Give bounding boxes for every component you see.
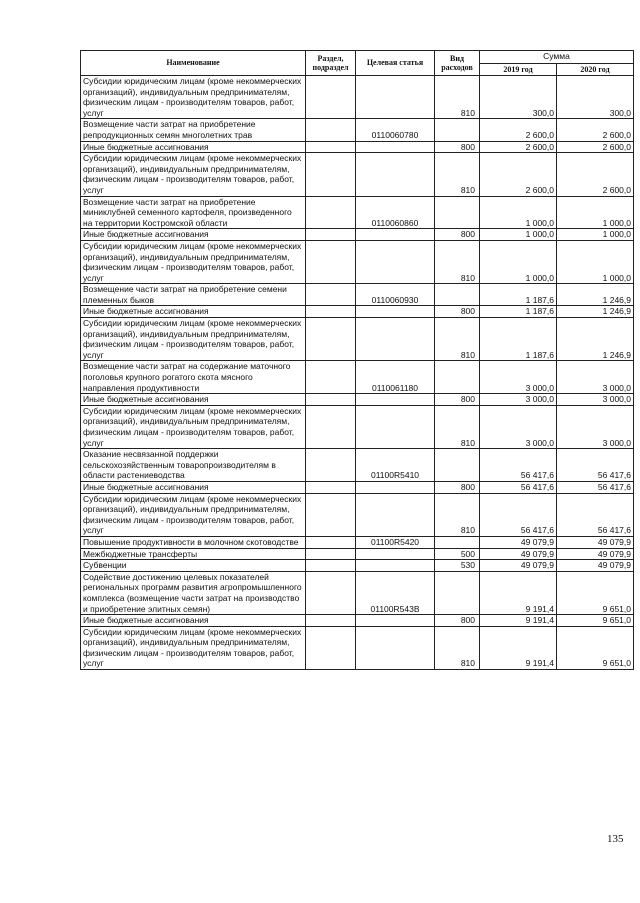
table-row bbox=[81, 196, 634, 229]
budget-table-container bbox=[80, 50, 633, 670]
row-sum-2020-cell: 1 000,0 bbox=[557, 229, 634, 241]
row-sum-2020-cell: 1 000,0 bbox=[557, 196, 634, 229]
row-section-cell bbox=[306, 626, 356, 669]
table-row bbox=[81, 306, 634, 318]
row-name-cell: Возмещение части затрат на приобретение миниклубней семенного картофеля, произведенного на территории Костромской области bbox=[81, 196, 306, 229]
row-type-cell: 810 bbox=[435, 153, 480, 196]
row-type-cell bbox=[435, 284, 480, 306]
row-name-cell: Субсидии юридическим лицам (кроме некоммерческих организаций), индивидуальным предпринимателям, физическим лицам - производителям товаров, работ, услуг bbox=[81, 153, 306, 196]
table-row bbox=[81, 153, 634, 196]
row-sum-2020-cell: 1 246,9 bbox=[557, 318, 634, 361]
row-name-cell: Субсидии юридическим лицам (кроме некоммерческих организаций), индивидуальным предпринимателям, физическим лицам - производителям товаров, работ, услуг bbox=[81, 626, 306, 669]
row-target-cell: 01100R5420 bbox=[356, 536, 435, 548]
row-sum-2019-cell: 1 187,6 bbox=[480, 318, 557, 361]
row-type-cell bbox=[435, 449, 480, 482]
row-name-cell: Иные бюджетные ассигнования bbox=[81, 229, 306, 241]
row-section-cell bbox=[306, 119, 356, 141]
row-section-cell bbox=[306, 306, 356, 318]
row-target-cell: 01100R543B bbox=[356, 571, 435, 614]
row-sum-2020-cell: 1 246,9 bbox=[557, 306, 634, 318]
table-row bbox=[81, 493, 634, 536]
row-sum-2020-cell: 56 417,6 bbox=[557, 493, 634, 536]
header-section: Раздел, подраздел bbox=[306, 51, 356, 76]
row-sum-2020-cell: 9 651,0 bbox=[557, 626, 634, 669]
row-section-cell bbox=[306, 76, 356, 119]
row-sum-2019-cell: 2 600,0 bbox=[480, 119, 557, 141]
row-type-cell: 500 bbox=[435, 548, 480, 560]
row-sum-2019-cell: 49 079,9 bbox=[480, 548, 557, 560]
row-type-cell: 800 bbox=[435, 615, 480, 627]
row-type-cell bbox=[435, 361, 480, 394]
row-name-cell: Субсидии юридическим лицам (кроме некоммерческих организаций), индивидуальным предпринимателям, физическим лицам - производителям товаров, работ, услуг bbox=[81, 76, 306, 119]
row-sum-2020-cell: 2 600,0 bbox=[557, 153, 634, 196]
row-target-cell bbox=[356, 615, 435, 627]
row-target-cell bbox=[356, 493, 435, 536]
row-name-cell: Возмещение части затрат на приобретение репродукционных семян многолетних трав bbox=[81, 119, 306, 141]
row-sum-2020-cell: 3 000,0 bbox=[557, 361, 634, 394]
table-row bbox=[81, 536, 634, 548]
row-sum-2020-cell: 1 246,9 bbox=[557, 284, 634, 306]
row-name-cell: Повышение продуктивности в молочном скотоводстве bbox=[81, 536, 306, 548]
header-sum: Сумма bbox=[480, 51, 634, 64]
row-target-cell: 0110061180 bbox=[356, 361, 435, 394]
row-sum-2019-cell: 1 187,6 bbox=[480, 284, 557, 306]
table-header bbox=[81, 51, 634, 76]
row-name-cell: Иные бюджетные ассигнования bbox=[81, 615, 306, 627]
row-type-cell: 800 bbox=[435, 229, 480, 241]
row-section-cell bbox=[306, 196, 356, 229]
row-sum-2020-cell: 3 000,0 bbox=[557, 394, 634, 406]
row-sum-2019-cell: 1 187,6 bbox=[480, 306, 557, 318]
table-row bbox=[81, 615, 634, 627]
row-sum-2019-cell: 49 079,9 bbox=[480, 536, 557, 548]
row-type-cell: 810 bbox=[435, 240, 480, 283]
row-name-cell: Субсидии юридическим лицам (кроме некоммерческих организаций), индивидуальным предпринимателям, физическим лицам - производителям товаров, работ, услуг bbox=[81, 240, 306, 283]
row-target-cell bbox=[356, 626, 435, 669]
row-section-cell bbox=[306, 560, 356, 572]
row-sum-2020-cell: 9 651,0 bbox=[557, 615, 634, 627]
row-target-cell bbox=[356, 481, 435, 493]
row-sum-2019-cell: 56 417,6 bbox=[480, 493, 557, 536]
table-row bbox=[81, 76, 634, 119]
table-row bbox=[81, 449, 634, 482]
row-type-cell bbox=[435, 196, 480, 229]
row-type-cell: 530 bbox=[435, 560, 480, 572]
row-type-cell bbox=[435, 536, 480, 548]
table-body bbox=[81, 76, 634, 670]
row-section-cell bbox=[306, 240, 356, 283]
row-target-cell bbox=[356, 394, 435, 406]
row-section-cell bbox=[306, 394, 356, 406]
header-name: Наименование bbox=[81, 51, 306, 76]
row-type-cell: 800 bbox=[435, 481, 480, 493]
table-row bbox=[81, 560, 634, 572]
row-sum-2020-cell: 56 417,6 bbox=[557, 481, 634, 493]
row-target-cell bbox=[356, 306, 435, 318]
row-name-cell: Иные бюджетные ассигнования bbox=[81, 394, 306, 406]
row-sum-2019-cell: 2 600,0 bbox=[480, 153, 557, 196]
row-sum-2019-cell: 1 000,0 bbox=[480, 240, 557, 283]
row-target-cell bbox=[356, 76, 435, 119]
row-name-cell: Субсидии юридическим лицам (кроме некоммерческих организаций), индивидуальным предпринимателям, физическим лицам - производителям товаров, работ, услуг bbox=[81, 405, 306, 448]
row-sum-2019-cell: 1 000,0 bbox=[480, 196, 557, 229]
row-name-cell: Иные бюджетные ассигнования bbox=[81, 141, 306, 153]
row-target-cell: 0110060780 bbox=[356, 119, 435, 141]
row-sum-2019-cell: 3 000,0 bbox=[480, 394, 557, 406]
row-name-cell: Субвенции bbox=[81, 560, 306, 572]
row-section-cell bbox=[306, 141, 356, 153]
row-sum-2019-cell: 300,0 bbox=[480, 76, 557, 119]
row-target-cell bbox=[356, 318, 435, 361]
row-sum-2020-cell: 2 600,0 bbox=[557, 119, 634, 141]
row-type-cell: 810 bbox=[435, 493, 480, 536]
row-target-cell bbox=[356, 548, 435, 560]
row-target-cell: 01100R5410 bbox=[356, 449, 435, 482]
row-name-cell: Субсидии юридическим лицам (кроме некоммерческих организаций), индивидуальным предпринимателям, физическим лицам - производителям товаров, работ, услуг bbox=[81, 318, 306, 361]
row-sum-2019-cell: 9 191,4 bbox=[480, 615, 557, 627]
row-section-cell bbox=[306, 284, 356, 306]
table-row bbox=[81, 394, 634, 406]
row-sum-2020-cell: 49 079,9 bbox=[557, 536, 634, 548]
row-sum-2020-cell: 1 000,0 bbox=[557, 240, 634, 283]
row-type-cell: 810 bbox=[435, 76, 480, 119]
row-name-cell: Иные бюджетные ассигнования bbox=[81, 306, 306, 318]
row-section-cell bbox=[306, 615, 356, 627]
row-type-cell: 800 bbox=[435, 394, 480, 406]
row-sum-2020-cell: 3 000,0 bbox=[557, 405, 634, 448]
row-name-cell: Возмещение части затрат на содержание маточного поголовья крупного рогатого скота мясного направления продуктивности bbox=[81, 361, 306, 394]
budget-table bbox=[80, 50, 634, 670]
row-sum-2019-cell: 3 000,0 bbox=[480, 405, 557, 448]
table-row bbox=[81, 119, 634, 141]
row-type-cell: 810 bbox=[435, 405, 480, 448]
row-sum-2020-cell: 300,0 bbox=[557, 76, 634, 119]
header-year-2020: 2020 год bbox=[557, 63, 634, 76]
row-type-cell: 800 bbox=[435, 141, 480, 153]
row-sum-2019-cell: 9 191,4 bbox=[480, 571, 557, 614]
row-sum-2020-cell: 56 417,6 bbox=[557, 449, 634, 482]
row-section-cell bbox=[306, 481, 356, 493]
row-name-cell: Возмещение части затрат на приобретение семени племенных быков bbox=[81, 284, 306, 306]
row-name-cell: Субсидии юридическим лицам (кроме некоммерческих организаций), индивидуальным предпринимателям, физическим лицам - производителям товаров, работ, услуг bbox=[81, 493, 306, 536]
row-name-cell: Иные бюджетные ассигнования bbox=[81, 481, 306, 493]
row-type-cell bbox=[435, 571, 480, 614]
row-section-cell bbox=[306, 536, 356, 548]
table-row bbox=[81, 481, 634, 493]
row-sum-2019-cell: 1 000,0 bbox=[480, 229, 557, 241]
row-section-cell bbox=[306, 318, 356, 361]
table-row bbox=[81, 229, 634, 241]
row-sum-2019-cell: 2 600,0 bbox=[480, 141, 557, 153]
table-row bbox=[81, 141, 634, 153]
table-row bbox=[81, 361, 634, 394]
header-type: Вид расходов bbox=[435, 51, 480, 76]
row-target-cell: 0110060930 bbox=[356, 284, 435, 306]
row-type-cell: 810 bbox=[435, 318, 480, 361]
row-sum-2020-cell: 9 651,0 bbox=[557, 571, 634, 614]
row-section-cell bbox=[306, 449, 356, 482]
row-sum-2020-cell: 49 079,9 bbox=[557, 548, 634, 560]
header-year-2019: 2019 год bbox=[480, 63, 557, 76]
table-row bbox=[81, 571, 634, 614]
table-row bbox=[81, 284, 634, 306]
row-target-cell bbox=[356, 229, 435, 241]
row-sum-2019-cell: 9 191,4 bbox=[480, 626, 557, 669]
row-section-cell bbox=[306, 548, 356, 560]
row-section-cell bbox=[306, 229, 356, 241]
row-sum-2019-cell: 49 079,9 bbox=[480, 560, 557, 572]
row-type-cell: 810 bbox=[435, 626, 480, 669]
row-target-cell: 0110060860 bbox=[356, 196, 435, 229]
row-name-cell: Межбюджетные трансферты bbox=[81, 548, 306, 560]
row-section-cell bbox=[306, 571, 356, 614]
row-sum-2019-cell: 56 417,6 bbox=[480, 449, 557, 482]
row-target-cell bbox=[356, 560, 435, 572]
row-section-cell bbox=[306, 153, 356, 196]
table-row bbox=[81, 626, 634, 669]
row-name-cell: Оказание несвязанной поддержки сельскохозяйственным товаропроизводителям в области растениеводства bbox=[81, 449, 306, 482]
table-row bbox=[81, 405, 634, 448]
row-type-cell: 800 bbox=[435, 306, 480, 318]
row-sum-2020-cell: 49 079,9 bbox=[557, 560, 634, 572]
row-sum-2019-cell: 3 000,0 bbox=[480, 361, 557, 394]
row-name-cell: Содействие достижению целевых показателей региональных программ развития агропромышленного комплекса (возмещение части затрат на производство и приобретение элитных семян) bbox=[81, 571, 306, 614]
row-target-cell bbox=[356, 240, 435, 283]
row-section-cell bbox=[306, 493, 356, 536]
row-sum-2020-cell: 2 600,0 bbox=[557, 141, 634, 153]
row-type-cell bbox=[435, 119, 480, 141]
row-sum-2019-cell: 56 417,6 bbox=[480, 481, 557, 493]
table-row bbox=[81, 548, 634, 560]
table-row bbox=[81, 318, 634, 361]
row-section-cell bbox=[306, 405, 356, 448]
header-target: Целевая статья bbox=[356, 51, 435, 76]
page-number: 135 bbox=[607, 833, 624, 845]
row-target-cell bbox=[356, 405, 435, 448]
row-target-cell bbox=[356, 141, 435, 153]
row-section-cell bbox=[306, 361, 356, 394]
table-row bbox=[81, 240, 634, 283]
row-target-cell bbox=[356, 153, 435, 196]
